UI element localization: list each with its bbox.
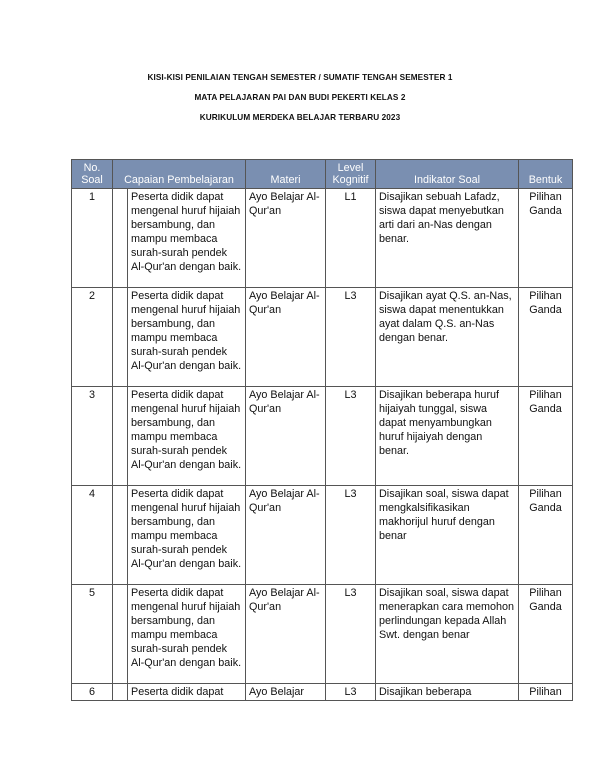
cell-capaian: Peserta didik dapat mengenal huruf hijaiah bersambung, dan mampu membaca surah-surah pendek Al-Qur'an dengan baik. — [128, 189, 246, 288]
table-row — [72, 585, 573, 684]
table-row — [72, 684, 573, 701]
table-row — [72, 486, 573, 585]
cell-no: 3 — [72, 387, 113, 486]
cell-materi: Ayo Belajar — [246, 684, 326, 701]
table-row — [72, 288, 573, 387]
cell-no: 4 — [72, 486, 113, 585]
cell-no: 5 — [72, 585, 113, 684]
header-capaian: Capaian Pembelajaran — [113, 160, 246, 189]
cell-indikator: Disajikan beberapa huruf hijaiyah tunggal, siswa dapat menyambungkan huruf hijaiyah dengan benar. — [376, 387, 519, 486]
cell-spacer — [113, 585, 128, 684]
cell-indikator: Disajikan soal, siswa dapat menerapkan cara memohon perlindungan kepada Allah Swt. dengan benar — [376, 585, 519, 684]
cell-bentuk: Pilihan — [519, 684, 573, 701]
cell-level: L3 — [326, 486, 376, 585]
cell-bentuk: Pilihan Ganda — [519, 288, 573, 387]
header-materi: Materi — [246, 160, 326, 189]
cell-no: 2 — [72, 288, 113, 387]
header-level: Level Kognitif — [326, 160, 376, 189]
document-title: KISI-KISI PENILAIAN TENGAH SEMESTER / SUMATIF TENGAH SEMESTER 1 — [147, 73, 453, 82]
table-row — [72, 387, 573, 486]
cell-spacer — [113, 288, 128, 387]
cell-materi: Ayo Belajar Al-Qur'an — [246, 585, 326, 684]
cell-spacer — [113, 189, 128, 288]
cell-level: L3 — [326, 585, 376, 684]
document-subtitle-curriculum: KURIKULUM MERDEKA BELAJAR TERBARU 2023 — [199, 113, 401, 122]
table-header-row — [72, 160, 573, 189]
header-bentuk: Bentuk — [519, 160, 573, 189]
header-no-soal: No. Soal — [72, 160, 113, 189]
cell-spacer — [113, 387, 128, 486]
cell-bentuk: Pilihan Ganda — [519, 189, 573, 288]
cell-materi: Ayo Belajar Al-Qur'an — [246, 288, 326, 387]
cell-spacer — [113, 486, 128, 585]
cell-materi: Ayo Belajar Al-Qur'an — [246, 486, 326, 585]
cell-indikator: Disajikan soal, siswa dapat mengkalsifikasikan makhorijul huruf dengan benar — [376, 486, 519, 585]
cell-bentuk: Pilihan Ganda — [519, 486, 573, 585]
cell-materi: Ayo Belajar Al-Qur'an — [246, 387, 326, 486]
cell-capaian: Peserta didik dapat mengenal huruf hijaiah bersambung, dan mampu membaca surah-surah pendek Al-Qur'an dengan baik. — [128, 585, 246, 684]
document-title-block — [0, 68, 600, 128]
cell-level: L3 — [326, 288, 376, 387]
header-indikator: Indikator Soal — [376, 160, 519, 189]
cell-bentuk: Pilihan Ganda — [519, 387, 573, 486]
cell-materi: Ayo Belajar Al-Qur'an — [246, 189, 326, 288]
cell-capaian: Peserta didik dapat mengenal huruf hijaiah bersambung, dan mampu membaca surah-surah pendek Al-Qur'an dengan baik. — [128, 288, 246, 387]
cell-no: 1 — [72, 189, 113, 288]
cell-indikator: Disajikan beberapa — [376, 684, 519, 701]
document-subtitle-subject: MATA PELAJARAN PAI DAN BUDI PEKERTI KELAS 2 — [194, 93, 406, 102]
cell-capaian: Peserta didik dapat — [128, 684, 246, 701]
cell-indikator: Disajikan ayat Q.S. an-Nas, siswa dapat menentukkan ayat dalam Q.S. an-Nas dengan benar. — [376, 288, 519, 387]
cell-bentuk: Pilihan Ganda — [519, 585, 573, 684]
kisi-kisi-table — [71, 159, 573, 701]
cell-indikator: Disajikan sebuah Lafadz, siswa dapat menyebutkan arti dari an-Nas dengan benar. — [376, 189, 519, 288]
cell-level: L1 — [326, 189, 376, 288]
cell-level: L3 — [326, 387, 376, 486]
cell-no: 6 — [72, 684, 113, 701]
table-row — [72, 189, 573, 288]
cell-level: L3 — [326, 684, 376, 701]
cell-spacer — [113, 684, 128, 701]
cell-capaian: Peserta didik dapat mengenal huruf hijaiah bersambung, dan mampu membaca surah-surah pendek Al-Qur'an dengan baik. — [128, 387, 246, 486]
cell-capaian: Peserta didik dapat mengenal huruf hijaiah bersambung, dan mampu membaca surah-surah pendek Al-Qur'an dengan baik. — [128, 486, 246, 585]
